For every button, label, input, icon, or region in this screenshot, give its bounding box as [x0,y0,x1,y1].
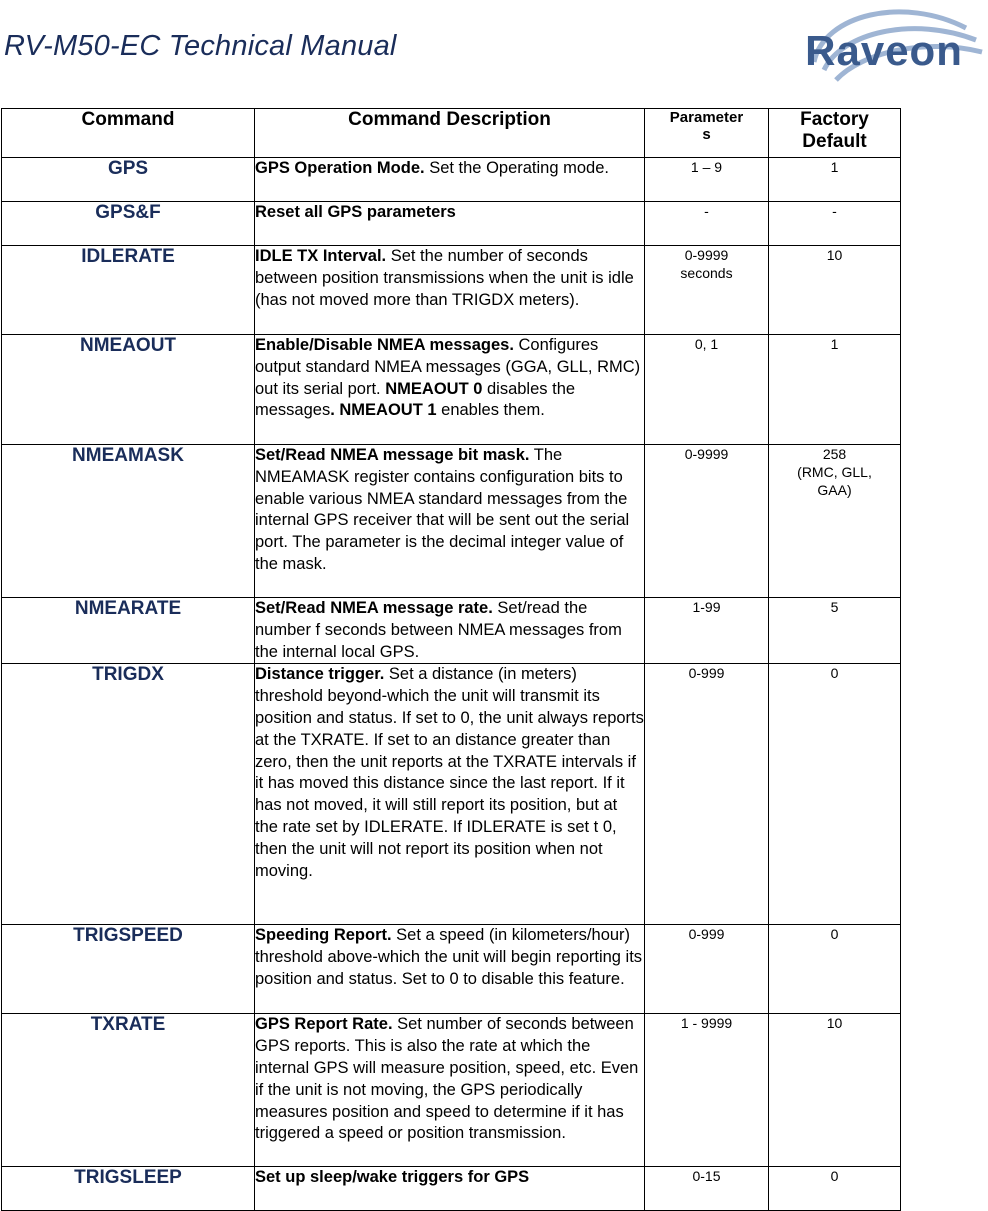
command-name: NMEAMASK [2,445,255,598]
factory-default: - [769,202,901,246]
inline-command: NMEAOUT 0 [385,379,483,398]
command-description [255,1014,645,1167]
factory-default: 1 [769,335,901,445]
description-lead: Set/Read NMEA message bit mask. [255,446,530,464]
command-description [255,664,645,925]
inline-command: NMEAOUT 1 [339,401,437,420]
description-text: Set number of seconds between GPS reports. This is also the rate at which the internal GPS will measure position, speed, etc. Even if the unit is not moving, the GPS periodically measures position and speed to determine if it has triggered a speed or position transmission. [255,1015,639,1143]
command-name: TRIGDX [2,664,255,925]
description-text: Set a speed (in kilometers/hour) threshold above-which the unit will begin reporting its position and status. Set to 0 to disable this feature. [255,926,643,988]
command-name: IDLERATE [2,246,255,335]
command-description [255,158,645,202]
description-lead: Reset all GPS parameters [255,203,456,221]
table-row [2,445,901,598]
factory-default: 0 [769,1167,901,1211]
description-text: The NMEAMASK register contains configuration bits to enable various NMEA standard messages from the internal GPS receiver that will be sent out the serial port. The parameter is the decimal integer value of the mask. [255,446,630,573]
header-description: Command Description [255,109,645,158]
description-text: Configures output standard NMEA messages (GGA, GLL, RMC) out its serial port. [255,336,641,398]
factory-default: 0 [769,925,901,1014]
parameter-range: 1-99 [645,598,769,664]
header-factory-default: Factory Default [769,109,901,158]
parameter-range: - [645,202,769,246]
command-name: TRIGSPEED [2,925,255,1014]
description-lead: IDLE TX Interval. [255,247,387,265]
header-parameters: Parameter s [645,109,769,158]
command-description [255,246,645,335]
header-command: Command [2,109,255,158]
factory-default: 258 (RMC, GLL, GAA) [769,445,901,598]
header-row [2,109,901,158]
command-name: NMEARATE [2,598,255,664]
table-row [2,1167,901,1211]
description-text: Set the number of seconds between position transmissions when the unit is idle (has not moved more than TRIGDX meters). [255,247,634,309]
description-text: disables the messages [255,379,576,420]
factory-default: 10 [769,1014,901,1167]
command-description [255,598,645,664]
description-lead: Speeding Report. [255,926,392,945]
description-lead: GPS Operation Mode. [255,159,425,177]
command-name: NMEAOUT [2,335,255,445]
table-row [2,925,901,1014]
command-description [255,925,645,1014]
factory-default: 5 [769,598,901,664]
table-row [2,246,901,335]
logo-wordmark: Raveon [805,27,963,74]
table-row [2,158,901,202]
description-text: Set the Operating mode. [424,159,609,177]
parameter-range: 0, 1 [645,335,769,445]
factory-default: 1 [769,158,901,202]
command-name: GPS [2,158,255,202]
command-description [255,1167,645,1211]
parameter-range: 0-15 [645,1167,769,1211]
description-text: Set/read the number f seconds between NMEA messages from the internal local GPS. [255,599,622,661]
description-lead: Set/Read NMEA message rate. [255,599,493,617]
description-text: Set a distance (in meters) threshold beyond-which the unit will transmit its position and status. If set to 0, the unit always reports at the TXRATE. If set to an distance greater than zero, then the unit reports at the TXRATE intervals if it has moved this distance since the last report. If it has not moved, it will still report its position, but at the rate set by IDLERATE. If IDLERATE is set t 0, then the unit will not report its position when not moving. [255,665,644,880]
table-row [2,335,901,445]
description-lead: Distance trigger. [255,665,385,684]
description-lead: Enable/Disable NMEA messages. [255,336,514,354]
parameter-range: 1 - 9999 [645,1014,769,1167]
table-row [2,664,901,925]
parameter-range: 1 – 9 [645,158,769,202]
command-table [1,108,901,1211]
parameter-range: 0-9999 [645,445,769,598]
parameter-range: 0-999 [645,664,769,925]
command-description [255,335,645,445]
command-name: TXRATE [2,1014,255,1167]
table-row [2,1014,901,1167]
document-title: RV-M50-EC Technical Manual [4,30,397,62]
table-row [2,598,901,664]
factory-default: 10 [769,246,901,335]
description-text: . [330,401,335,420]
command-description [255,445,645,598]
parameter-range: 0-9999 seconds [645,246,769,335]
command-name: TRIGSLEEP [2,1167,255,1211]
description-lead: Set up sleep/wake triggers for GPS [255,1168,530,1187]
command-description [255,202,645,246]
command-name: GPS&F [2,202,255,246]
factory-default: 0 [769,664,901,925]
table-row [2,202,901,246]
description-text: enables them. [436,401,545,420]
description-lead: GPS Report Rate. [255,1015,393,1034]
raveon-logo [784,2,988,94]
parameter-range: 0-999 [645,925,769,1014]
